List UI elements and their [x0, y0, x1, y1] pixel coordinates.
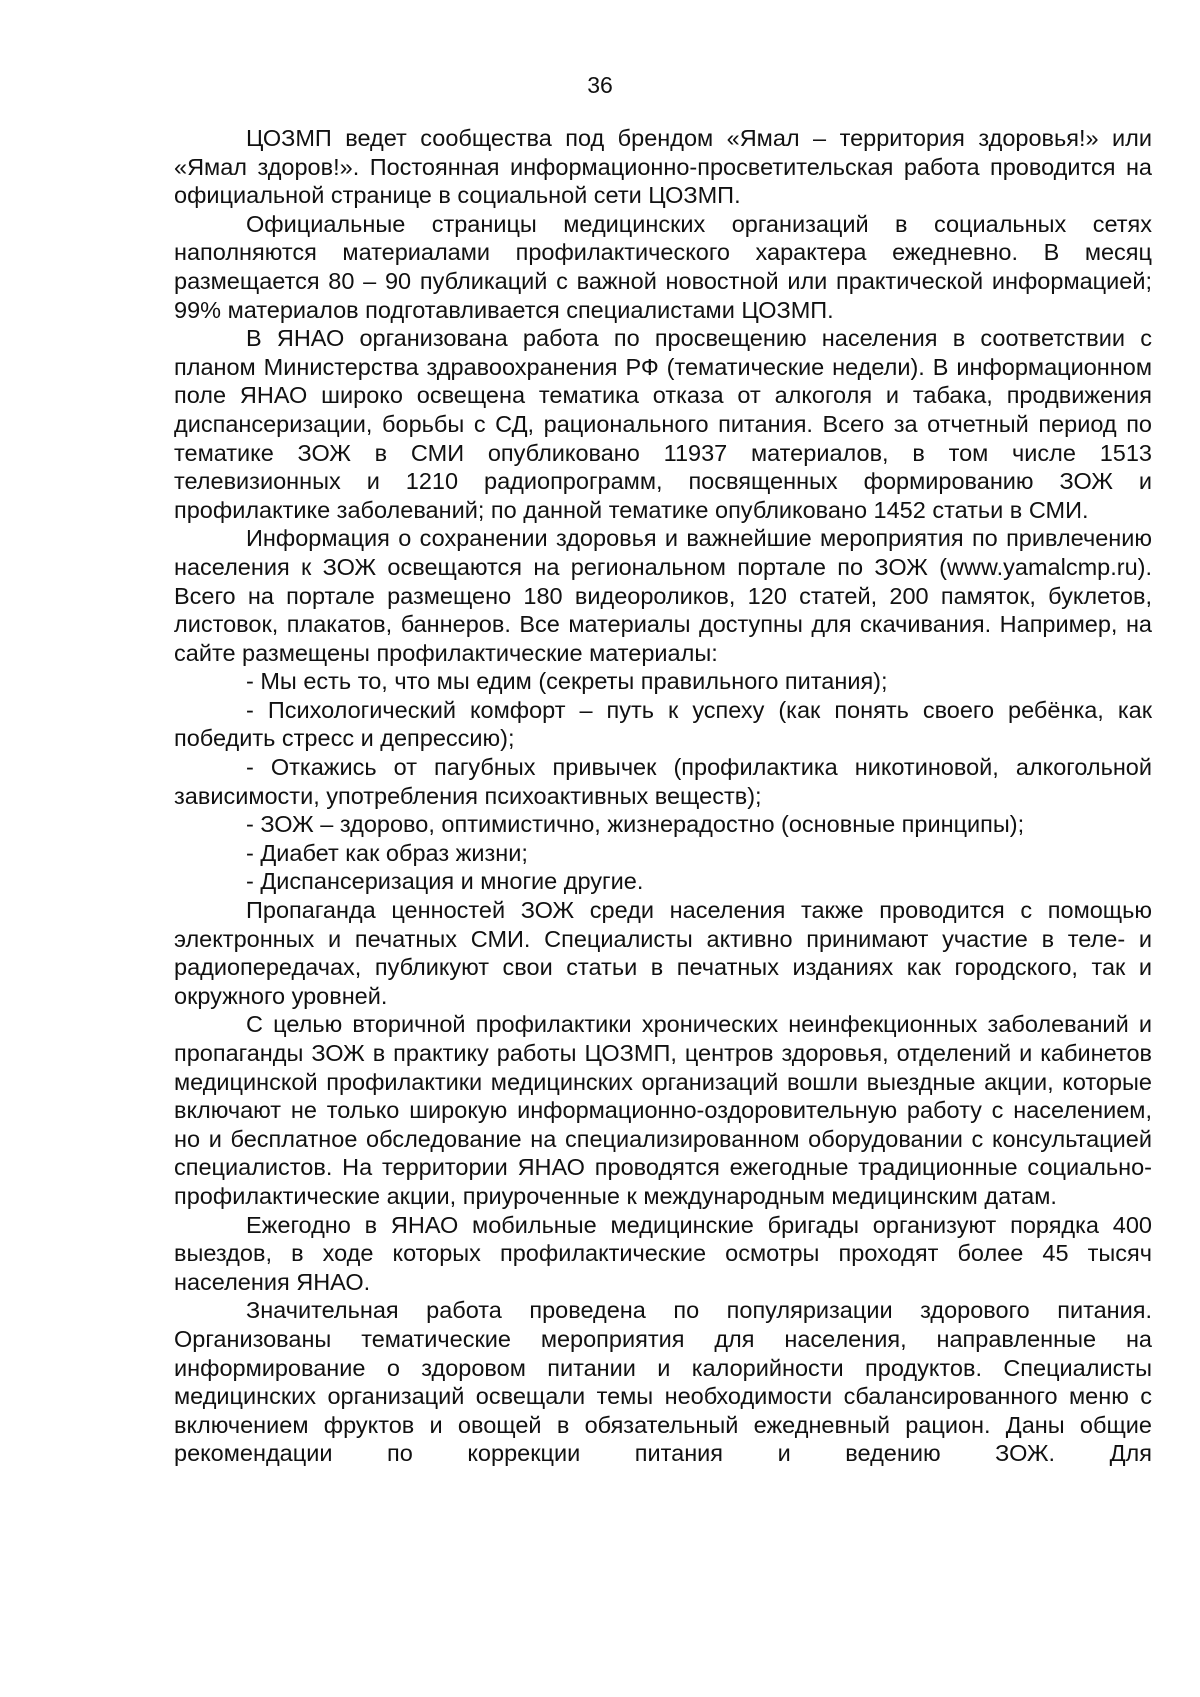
page-number: 36 [587, 72, 613, 98]
paragraph: Значительная работа проведена по популяризации здорового питания. Организованы тематические мероприятия для населения, направленные на информирование о здоровом питании и калорийности продуктов. Специалисты медицинских организаций освещали темы необходимости сбалансированного меню с включением фруктов и овощей в обязательный ежедневный рацион. Даны общие рекомендации по коррекции питания и ведению ЗОЖ. Для [174, 1297, 1152, 1467]
list-item: - Диспансеризация и многие другие. [246, 868, 644, 895]
list-item: - ЗОЖ – здорово, оптимистично, жизнерадостно (основные принципы); [246, 811, 1025, 838]
paragraph: В ЯНАО организована работа по просвещению населения в соответствии с планом Министерства здравоохранения РФ (тематические недели). В информационном поле ЯНАО широко освещена тематика отказа от алкоголя и табака, продвижения диспансеризации, борьбы с СД, рационального питания. Всего за отчетный период по тематике ЗОЖ в СМИ опубликовано 11937 материалов, в том числе 1513 телевизионных и 1210 радиопрограмм, посвященных формированию ЗОЖ и профилактике заболеваний; по данной тематике опубликовано 1452 статьи в СМИ. [174, 325, 1152, 523]
list-item: - Откажись от пагубных привычек (профилактика никотиновой, алкогольной зависимости, употребления психоактивных веществ); [174, 754, 1152, 809]
document-body [174, 124, 1152, 1468]
paragraph: Официальные страницы медицинских организаций в социальных сетях наполняются материалами профилактического характера ежедневно. В месяц размещается 80 – 90 публикаций с важной новостной или практической информацией; 99% материалов подготавливается специалистами ЦОЗМП. [174, 210, 1152, 323]
paragraph: Информация о сохранении здоровья и важнейшие мероприятия по привлечению населения к ЗОЖ освещаются на региональном портале по ЗОЖ (www.yamalcmp.ru). Всего на портале размещено 180 видеороликов, 120 статей, 200 памяток, буклетов, листовок, плакатов, баннеров. Все материалы доступны для скачивания. Например, на сайте размещены профилактические материалы: [174, 525, 1152, 666]
list-item: - Психологический комфорт – путь к успеху (как понять своего ребёнка, как победить стресс и депрессию); [174, 696, 1152, 752]
paragraph: С целью вторичной профилактики хронических неинфекционных заболеваний и пропаганды ЗОЖ в практику работы ЦОЗМП, центров здоровья, отделений и кабинетов медицинской профилактики медицинских организаций вошли выездные акции, которые включают не только широкую информационно-оздоровительную работу с населением, но и бесплатное обследование на специализированном оборудовании с консультацией специалистов. На территории ЯНАО проводятся ежегодные традиционные социально-профилактические акции, приуроченные к международным медицинским датам. [174, 1011, 1152, 1209]
paragraph: Ежегодно в ЯНАО мобильные медицинские бригады организуют порядка 400 выездов, в ходе которых профилактические осмотры проходят более 45 тысяч населения ЯНАО. [174, 1211, 1152, 1295]
list-item: - Диабет как образ жизни; [246, 839, 528, 866]
list-item: - Мы есть то, что мы едим (секреты правильного питания); [246, 668, 888, 695]
paragraph: ЦОЗМП ведет сообщества под брендом «Ямал – территория здоровья!» или «Ямал здоров!». Постоянная информационно-просветительская работа проводится на официальной странице в социальной сети ЦОЗМП. [174, 125, 1152, 209]
paragraph: Пропаганда ценностей ЗОЖ среди населения также проводится с помощью электронных и печатных СМИ. Специалисты активно принимают участие в теле- и радиопередачах, публикуют свои статьи в печатных изданиях как городского, так и окружного уровней. [174, 897, 1152, 1009]
